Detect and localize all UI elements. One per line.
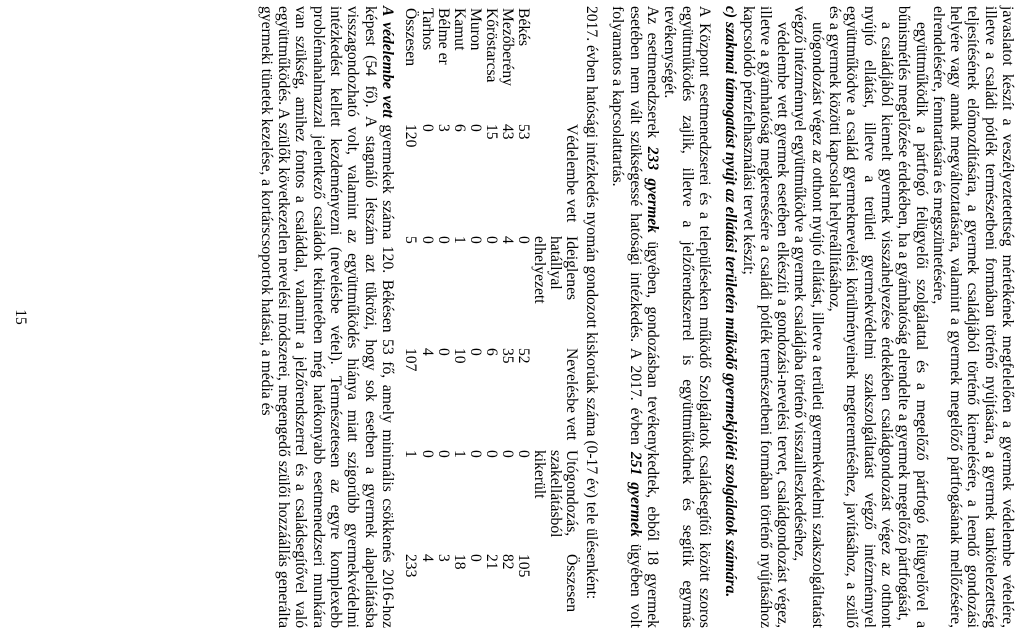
table-cell: 0 [466, 450, 484, 458]
text-segment: Az esetmenedzserek [644, 6, 662, 147]
table-header-cell [531, 6, 579, 122]
table-cell: 1 [401, 450, 419, 458]
paragraph-javaslat: javaslatot készít a veszélyeztetettség mértékének megfelelően a gyermek védelembe vételére, illetve a családi pótlék természetbeni formában történő nyújtására, a gyermek tankötelezettség teljesítésének előmozdítására, a gyermek családjából történő kiemelésére, a leendő gondozási helyére vagy annak megváltoztatására, valamint a gyermek megelőző pártfogásának mellőzésére, elrendelésére, fenntartására és megszüntetésére, [929, 6, 1016, 628]
highlight-233-gyermek: 233 gyermek [644, 146, 662, 233]
paragraph-vedelembe-vett [258, 6, 396, 628]
settlement-table [402, 6, 579, 628]
table-cell: 0 [466, 554, 484, 562]
table-cell: 0 [466, 124, 484, 132]
table-cell: 18 [450, 554, 468, 570]
highlight-251-gyermek: 251 gyermek [626, 451, 644, 537]
text-segment: gyermekek száma 120. Békésen 53 fő, amely minimális csökkenés 2016-hoz képest (54 fő). A stagnáló létszám azt tükrözi, hogy sok esetben a gyermek alapellátásba visszagondozható volt, valamint az együttműködés hiánya miatt szigorúbb gyermekvédelmi intézkedést kellett kezdeményezni (nevelésbe vétel). Természetesen az egyre komplexebb problémahalmazzal jelentkező családok tekintetében még hatékonyabb esetmenedzseri munkára van szükség, amihez fontos a családdal, valamint a jelzőrendszerrel és a családsegítővel való együttműködés. A szülők következetlen nevelési módszerei, megengedő szülői hozzáállás generálta gyermeki tünetek kezelése, a kortárscsoportok hatásai, a média és [257, 6, 396, 628]
table-total-row [402, 6, 419, 628]
paragraph-szakmai-tamogatas: c) szakmai támogatást nyújt az ellátási területén működő gyermekjóléti szolgálatok számára. [722, 6, 740, 598]
table-cell: 120 [401, 124, 419, 148]
table-cell: 0 [466, 348, 484, 356]
table-header-cell: Védelembe vett [562, 124, 580, 223]
paragraph-2017-hatosagi: 2017. évben hatósági intézkedés nyomán gondozott kiskorúak száma (0-17 év) tele ülésenként: [583, 6, 601, 600]
text-segment: ügyében, gondozásban tevékenykedtek, ebből 18 gyermek esetében nem vált szükségessé hatósági intézkedés. A 2017. évben [626, 6, 662, 628]
paragraph-utogondozas: utógondozást végez az otthont nyújtó ellátást, illetve a területi gyermekvédelmi szakszolgáltatást végző intézménnyel együttműködve a gyermek családjába történő visszailleszkedéséhez, [791, 6, 826, 628]
table-cell: 0 [514, 236, 532, 244]
table-cell: 0 [482, 236, 500, 244]
table-cell: 53 [514, 124, 532, 140]
table-cell: 0 [434, 450, 452, 458]
table-cell: 43 [498, 124, 516, 140]
paragraph-kozpont: A Központ esetmenedzserei és a településeken működő Szolgálatok családsegítői között szoros együttműködés zajlik, illetve a jelzőrendszerrel is együttműködnek és segítik egymás tevékenységét. [661, 6, 713, 628]
table-row [515, 6, 531, 628]
table-row [419, 6, 435, 628]
table-cell: 4 [418, 348, 436, 356]
paragraph-esetmenedzserek [609, 6, 661, 628]
table-cell: 0 [466, 236, 484, 244]
table-cell: Kamut [450, 8, 468, 51]
page-number: 15 [12, 309, 29, 325]
table-row [435, 6, 451, 628]
table-cell: 3 [434, 124, 452, 132]
table-cell: Kőröstarcsa [482, 8, 500, 83]
table-cell: 0 [418, 236, 436, 244]
paragraph-csaladjabol: a családjából kiemelt gyermek visszahelyezése érdekében családgondozást végez az otthont nyújtó ellátást, illetve a területi gyermekvédelmi szakszolgáltatást végző intézménnyel együttműködve a család gyermeknevelési körülményeinek megteremtéséhez, javításához, a szülő és a gyermek közötti kapcsolat helyreállításához, [826, 6, 895, 628]
table-row [467, 6, 483, 628]
table-cell: 82 [498, 554, 516, 570]
paragraph-egyuttmukodik: együttműködik a pártfogó felügyelői szolgálattal és a megelőző pártfogó felügyelővel a bűnismétlés megelőzése érdekében, ha a gyámhatóság elrendelte a gyermek megelőző pártfogását, [895, 6, 930, 628]
table-cell: 52 [514, 348, 532, 364]
table-cell: 0 [482, 450, 500, 458]
table-cell: 0 [418, 450, 436, 458]
table-cell: 0 [434, 236, 452, 244]
text-segment: ügyében volt folyamatos a kapcsolattartás. [609, 6, 644, 628]
table-cell: Muron [466, 8, 484, 51]
table-cell: 1 [450, 450, 468, 458]
table-cell: 105 [514, 554, 532, 578]
table-cell: 0 [514, 450, 532, 458]
table-row [451, 6, 467, 628]
table-cell: 10 [450, 348, 468, 364]
table-cell: 4 [498, 236, 516, 244]
table-cell: 3 [434, 554, 452, 562]
table-cell: 6 [482, 348, 500, 356]
table-cell: 107 [401, 348, 419, 372]
table-cell: 0 [418, 124, 436, 132]
table-row [499, 6, 515, 628]
table-cell: 15 [482, 124, 500, 140]
table-cell: 4 [418, 554, 436, 562]
table-row [483, 6, 499, 628]
table-cell: Mezőberény [498, 8, 516, 86]
highlight-vedelembe-vett: A védelembe vett [378, 6, 396, 118]
table-cell: 35 [498, 348, 516, 364]
table-cell: 5 [401, 236, 419, 244]
table-header-row [531, 6, 579, 628]
table-cell: Békés [514, 8, 532, 47]
table-cell: Tarhos [418, 8, 436, 51]
page-content [258, 6, 1017, 628]
table-cell: 233 [401, 554, 419, 578]
table-cell: 21 [482, 554, 500, 570]
table-cell: 0 [498, 450, 516, 458]
table-cell: 6 [450, 124, 468, 132]
table-header-cell: Összesen [562, 554, 580, 613]
table-cell: 1 [450, 236, 468, 244]
paragraph-vedelembe-vett-gyermek: védelembe vett gyermek esetében elkészíti a gondozási-nevelési tervet, családgondozást végez, illetve a gyámhatóság megkeresésére a családi pótlék természetbeni formában történő nyújtásához kapcsolódó pénzfelhasználási tervet készít; [739, 6, 792, 628]
table-header-cell: Ideiglenes hatállyal elhelyezett [530, 236, 580, 304]
table-cell: 0 [434, 348, 452, 356]
table-header-cell: Nevelésbe vett [562, 348, 580, 441]
table-header-cell: Utógondozás, szakellátásból kikerült [530, 450, 580, 538]
table-cell: Összesen [401, 8, 419, 67]
table-cell: Bélme er [434, 8, 452, 65]
